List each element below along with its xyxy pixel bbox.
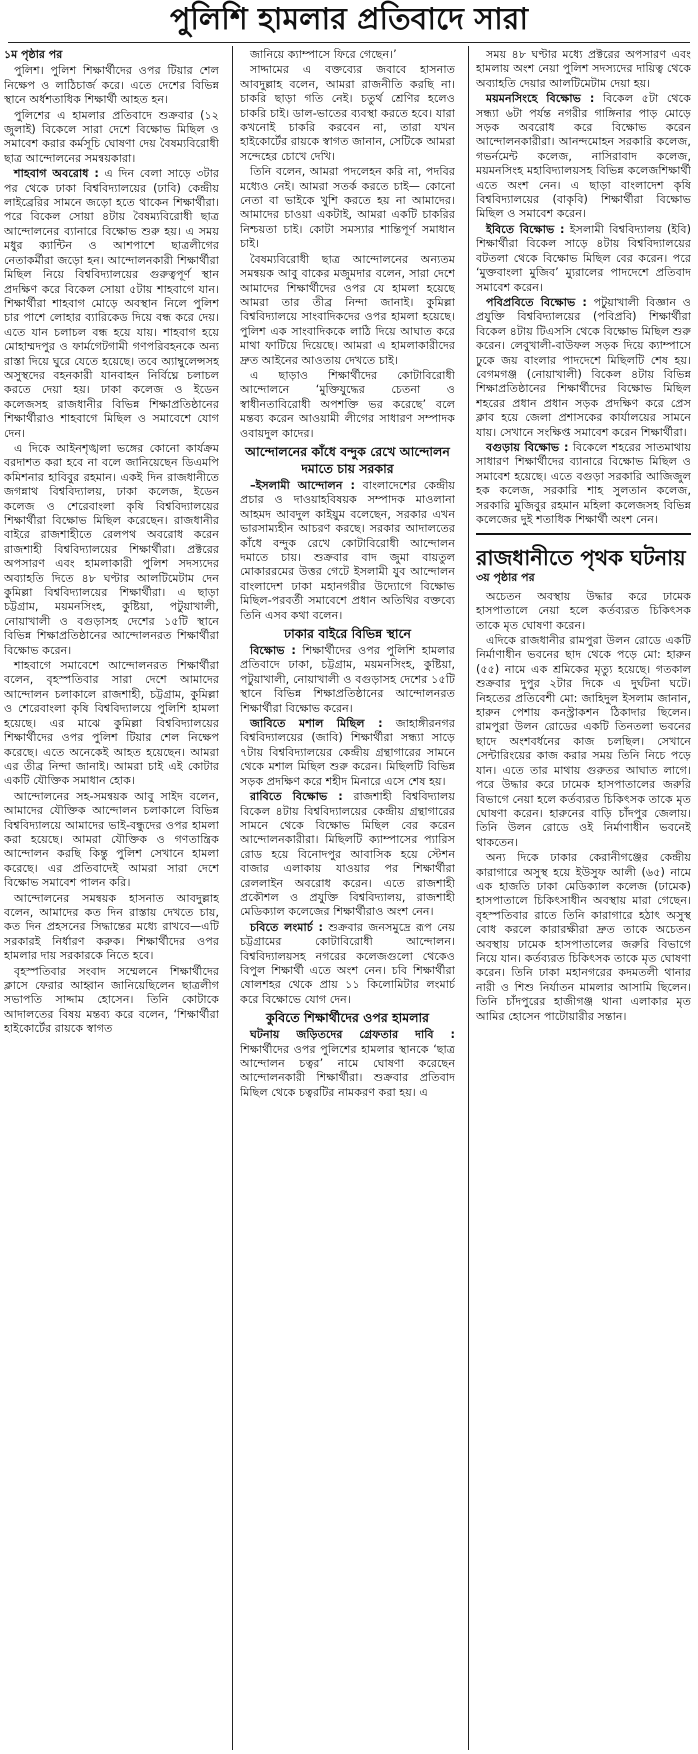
- paragraph-lead: ময়মনসিংহে বিক্ষোভ :: [486, 92, 595, 106]
- paragraph-text: বিকেলে শহরের সাতমাথায় সাধারণ শিক্ষার্থীদের ব্যানারে বিক্ষোভ মিছিল ও সমাবেশ হয়েছে। এতে বগুড়া সরকারি আজিজুল হক কলেজ, সরকারি শাহ সুলতান কলেজ, সরকারি মুজিবুর রহমান মহিলা কলেজসহ বিভিন্ন কলেজের দুই শতাধিক শিক্ষার্থী অংশ নেন।: [476, 440, 691, 526]
- paragraph: [240, 1028, 455, 1100]
- second-story-continued-label: ৩য় পৃষ্ঠার পর: [476, 571, 535, 585]
- paragraph-text: ইসলামী বিশ্ববিদ্যালয় (ইবি) শিক্ষার্থীরা বিকেল সাড়ে ৪টায় বিশ্ববিদ্যালয়ের বটতলা থেকে বিক্ষোভ মিছিল বের করেন। পরে ‘মুক্তবাংলা মুজিব’ ম্যুরালের পাদদেশে প্রতিবাদ সমাবেশ করেন।: [476, 222, 691, 294]
- paragraph-lead: পবিপ্রবিতে বিক্ষোভ :: [486, 295, 587, 309]
- paragraph: [240, 48, 455, 62]
- paragraph: [476, 92, 691, 222]
- paragraph: [240, 921, 455, 1007]
- article-column-1: [4, 48, 219, 1748]
- paragraph: [240, 165, 455, 251]
- paragraph-text: রাজশাহী বিশ্ববিদ্যালয় বিকেল ৪টায় বিশ্ববিদ্যালয়ের কেন্দ্রীয় গ্রন্থাগারের সামনে থেকে বিক্ষোভ মিছিল বের করেন আন্দোলনকারীরা। মিছিলটি ক্যাম্পাসের প্যারিস রোড হয়ে বিনোদপুর আবাসিক হয়ে স্টেশন বাজার এলাকায় যাওয়ার পর শিক্ষার্থীরা রেললাইন অবরোধ করেন। এতে রাজশাহী প্রকৌশল ও প্রযুক্তি বিশ্ববিদ্যালয়, রাজশাহী মেডিক্যাল কলেজের শিক্ষার্থীরাও অংশ নেন।: [240, 790, 455, 919]
- subheading: আন্দোলনের কাঁধে বন্দুক রেখে আন্দোলন দমাতে চায় সরকার: [245, 443, 450, 476]
- paragraph-lead: বিক্ষোভ :: [250, 644, 296, 658]
- paragraph: [476, 441, 691, 527]
- paragraph-text: এ দিকে আইনশৃঙ্খলা ভঙ্গের কোনো কার্যক্রম বরদাশত করা হবে না বলে জানিয়েছেন ডিএমপি কমিশনার হাবিবুর রহমান। একই দিন রাজধানীতে জগন্নাথ বিশ্ববিদ্যালয়, ঢাকা কলেজ, ইডেন কলেজ ও শেরেবাংলা কৃষি বিশ্ববিদ্যালয়ের শিক্ষার্থীরা বিক্ষোভ মিছিল করেছেন। রাজধানীর বাইরে রাজশাহীতে রেলপথ অবরোধ করেন রাজশাহী বিশ্ববিদ্যালয়ের শিক্ষার্থীরা। প্রক্টরের অপসারণ এবং হামলাকারী পুলিশ সদস্যদের অব্যাহতি দিতে ৪৮ ঘণ্টার আলটিমেটাম দেন কুমিল্লা বিশ্ববিদ্যালয়ের শিক্ষার্থীরা। এ ছাড়া চট্টগ্রাম, ময়মনসিংহ, কুষ্টিয়া, পটুয়াখালী, নোয়াখালী ও বগুড়াসহ দেশের ১৫টি স্থানে বিভিন্ন শিক্ষাপ্রতিষ্ঠানের আন্দোলনরত শিক্ষার্থীরা বিক্ষোভ করেন।: [4, 441, 219, 657]
- paragraph: [4, 64, 219, 107]
- paragraph-text: পুলিশের এ হামলার প্রতিবাদে শুক্রবার (১২ জুলাই) বিকেলে সারা দেশে বিক্ষোভ মিছিল ও সমাবেশ করার কর্মসূচি ঘোষণা দেয় বৈষম্যবিরোধী ছাত্র আন্দোলনের সমন্বয়কারা।: [4, 108, 219, 165]
- paragraph-text: শিক্ষার্থীদের ওপর পুলিশি হামলার প্রতিবাদে ঢাকা, চট্টগ্রাম, ময়মনসিংহ, কুষ্টিয়া, পটুয়াখালী, নোয়াখালী ও বগুড়াসহ দেশের ১৫টি স্থানে বিভিন্ন শিক্ষাপ্রতিষ্ঠানের আন্দোলনরত শিক্ষার্থীরা বিক্ষোভ করেন।: [240, 644, 455, 715]
- headline-rule: [8, 42, 690, 43]
- column-rule: [232, 46, 233, 1750]
- paragraph-text: অন্য দিকে ঢাকার কেরানীগঞ্জের কেন্দ্রীয় কারাগারে অসুস্থ হয়ে ইউসুফ আলী (৬৫) নামে এক হাজতি ঢাকা মেডিক্যাল কলেজ (ঢামেক) হাসপাতালে চিকিৎসাধীন অবস্থায় মারা গেছেন। বৃহস্পতিবার রাতে তিনি কারাগারে হঠাৎ অসুস্থ বোধ করলে কারারক্ষীরা দ্রুত তাকে অচেতন অবস্থায় ঢামেক হাসপাতালের জরুরি বিভাগে নিয়ে যান। কর্তব্যরত চিকিৎসক তাকে মৃত ঘোষণা করেন। তিনি ঢাকা মহানগরের কদমতলী থানার নারী ও শিশু নির্যাতন মামলার আসামি ছিলেন। তিনি চাঁদপুরের হাজীগঞ্জ থানা এলাকার মৃত আমির হোসেন পাটোয়ারীর সন্তান।: [476, 851, 691, 1023]
- paragraph-text: সাদ্দামের এ বক্তব্যের জবাবে হাসনাত আবদুল্লাহ বলেন, আমরা রাজনীতি করছি না। চাকরি ছাড়া গতি নেই। চতুর্থ শ্রেণির হলেও চাকরি চাই। ডাল-ভাতের ব্যবস্থা করতে হবে। যারা কখনোই চাকরি করবেন না, তারা যখন হাইকোর্টের রায়কে স্বাগত জানান, সেটিকে আমরা সন্দেহের চোখে দেখি।: [240, 63, 455, 163]
- paragraph-text: আন্দোলনের সমন্বয়ক হাসনাত আবদুল্লাহ বলেন, আমাদের কত দিন রাস্তায় দেখতে চায়, কত দিন প্রহসনের সিদ্ধান্তের মধ্যে রাখবে—এটি সরকারই নির্ধারণ করুক। শিক্ষার্থীদের ওপর হামলার দায় সরকারকে নিতে হবে।: [4, 891, 219, 963]
- paragraph: [476, 223, 691, 295]
- paragraph: [476, 48, 691, 91]
- paragraph-text: পটুয়াখালী বিজ্ঞান ও প্রযুক্তি বিশ্ববিদ্যালয়ের (পবিপ্রবি) শিক্ষার্থীরা বিকেল ৪টায় টিএসসি থেকে বিক্ষোভ মিছিল শুরু করেন। লেবুখালী-বাউফল সড়ক দিয়ে ক্যাম্পাসে ঢুকে জয় বাংলার পাদদেশে মিছিলটি শেষ হয়। বেগমগঞ্জ (নোয়াখালী) বিকেল ৪টায় বিভিন্ন শিক্ষাপ্রতিষ্ঠানের শিক্ষার্থীদের বিক্ষোভ মিছিল শহরের প্রধান প্রধান সড়ক প্রদক্ষিণ করে প্রেস ক্লাব হয়ে জেলা প্রশাসকের কার্যালয়ের সামনে যায়। সেখানে সংক্ষিপ্ত সমাবেশ করেন শিক্ষার্থীরা।: [476, 295, 691, 439]
- paragraph-lead: ঘটনায় জড়িতদের গ্রেফতার দাবি :: [250, 1028, 455, 1042]
- paragraph-lead: –ইসলামী আন্দোলন :: [250, 478, 355, 492]
- continued-label: ১ম পৃষ্ঠার পর: [4, 48, 63, 61]
- paragraph-lead: জাবিতে মশাল মিছিল :: [250, 717, 383, 731]
- paragraph-text: এ ছাড়াও শিক্ষার্থীদের কোটাবিরোধী আন্দোলনে ‘মুক্তিযুদ্ধের চেতনা ও স্বাধীনতাবিরোধী অপশক্তি ভর করেছে’ বলে মন্তব্য করেন আওয়ামী লীগের সাধারণ সম্পাদক ওবায়দুল কাদের।: [240, 368, 455, 440]
- paragraph-text: শিক্ষার্থীদের ওপর পুলিশের হামলার স্থানকে ‘ছাত্র আন্দোলন চত্বর’ নামে ঘোষণা করেছেন আন্দোলনকারী শিক্ষার্থীরা। শুক্রবার প্রতিবাদ মিছিল থেকে চত্বরটির নামকরণ করা হয়। এ: [240, 1042, 455, 1099]
- paragraph-text: আন্দোলনের সহ-সমন্বয়ক আবু সাইদ বলেন, আমাদের যৌক্তিক আন্দোলন চলাকালে বিভিন্ন বিশ্ববিদ্যালয়ে আমাদের ভাই-বন্ধুদের ওপর হামলা করা হয়েছে। আমরা যৌক্তিক ও গণতান্ত্রিক আন্দোলন করছি কিন্তু পুলিশ সেখানে হামলা করেছে। এর প্রতিবাদেই আমরা সারা দেশে বিক্ষোভ সমাবেশ পালন করি।: [4, 789, 219, 890]
- second-story-headline: রাজধানীতে পৃথক ঘটনায়: [476, 533, 691, 571]
- paragraph: [240, 479, 455, 623]
- paragraph-text: শাহবাগে সমাবেশে আন্দোলনরত শিক্ষার্থীরা বলেন, বৃহস্পতিবার সারা দেশে আমাদের আন্দোলন চলাকালে রাজশাহী, চট্টগ্রাম, কুমিল্লা ও শেরেবাংলা কৃষি বিশ্ববিদ্যালয়ে পুলিশি হামলা হয়েছে। এর মাঝে কুমিল্লা বিশ্ববিদ্যালয়ের শিক্ষার্থীদের ওপর পুলিশ টিয়ার শেল নিক্ষেপ করেছে। এতে অনেকেই আহত হয়েছেন। আমরা এর তীব্র নিন্দা জানাই। আমরা চাই এই কোটার একটি যৌক্তিক সমাধান হোক।: [4, 659, 219, 788]
- paragraph-text: এদিকে রাজধানীর রামপুরা উলন রোডে একটি নির্মাণাধীন ভবনের ছাদ থেকে পড়ে মো: হারুন (৫৫) নামে এক শ্রমিকের মৃত্যু হয়েছে। গতকাল শুক্রবার দুপুর ২টার দিকে এ দুর্ঘটনা ঘটে। নিহতের প্রতিবেশী মো: জাহিদুল ইসলাম জানান, হারুন পেশায় কনস্ট্রাকশন ঠিকাদার ছিলেন। রামপুরা উলন রোডের একটি তিনতলা ভবনের ছাদে অংশবর্ধনের কাজ চলছিল। সেখানে সেন্টারিংয়ের কাজ করার সময় তিনি নিচে পড়ে যান। এতে তার মাথায় গুরুতর আঘাত লাগে। পরে উদ্ধার করে ঢামেক হাসপাতালের জরুরি বিভাগে নেয়া হলে কর্তব্যরত চিকিৎসক তাকে মৃত ঘোষণা করেন। হারুনের বাড়ি চাঁদপুর জেলায়। তিনি উলন রোডে ওই নির্মাণাধীন ভবনেই থাকতেন।: [476, 634, 691, 849]
- paragraph: [4, 167, 219, 441]
- article-column-2: [240, 48, 455, 1748]
- paragraph-lead: চবিতে লংমার্চ :: [250, 920, 323, 934]
- paragraph: [4, 790, 219, 891]
- subheading: কুবিতে শিক্ষার্থীদের ওপর হামলার: [265, 1010, 430, 1026]
- article-column-3: [476, 48, 691, 1748]
- headline: পুলিশি হামলার প্রতিবাদে সারা: [169, 2, 529, 37]
- paragraph-text: তিনি বলেন, আমরা পদলেহন করি না, পদবির মধ্যেও নেই। আমরা সতর্ক করতে চাই— কোনো নেতা বা ভাইকে খুশি করতে হয় না আমাদের। আমাদের চাওয়া একটাই, আমরা একটি চাকরির নিশ্চয়তা চাই। কোটা সমস্যার শান্তিপূর্ণ সমাধান চাই।: [240, 165, 455, 251]
- subheading: ঢাকার বাইরে বিভিন্ন স্থানে: [284, 626, 411, 642]
- paragraph-lead: রাবিতে বিক্ষোভ :: [250, 790, 343, 804]
- paragraph: [240, 369, 455, 441]
- paragraph-text: বাংলাদেশের কেন্দ্রীয় প্রচার ও দাওয়াহবিষয়ক সম্পাদক মাওলানা আহমদ আবদুল কাইয়ুম বলেছেন, সরকার এখন ভারসাম্যহীন আচরণ করছে। সরকার আদালতের কাঁধে বন্দুক রেখে কোটাবিরোধী আন্দোলন দমাতে চায়। শুক্রবার বাদ জুমা বায়তুল মোকাররমের উত্তর গেটে ইসলামী যুব আন্দোলন বাংলাদেশ ঢাকা মহানগরীর উদ্যোগে বিক্ষোভ মিছিল-পরবর্তী সমাবেশে প্রধান অতিথির বক্তব্যে তিনি এসব কথা বলেন।: [240, 478, 455, 622]
- paragraph: [240, 63, 455, 164]
- paragraph: [476, 634, 691, 850]
- paragraph-text: পুলিশ। পুলিশ শিক্ষার্থীদের ওপর টিয়ার শেল নিক্ষেপ ও লাঠিচার্জ করে। এতে দেশের বিভিন্ন স্থানে অর্ধশতাধিক শিক্ষার্থী আহত হন।: [4, 64, 219, 107]
- paragraph: [240, 253, 455, 368]
- paragraph: [4, 892, 219, 964]
- paragraph-lead: শাহবাগ অবরোধ :: [14, 167, 99, 181]
- paragraph: [476, 296, 691, 440]
- paragraph: [4, 965, 219, 1037]
- paragraph-text: শুক্রবার জনসমুদ্রে রূপ নেয় চট্টগ্রামের কোটাবিরোধী আন্দোলন। বিশ্ববিদ্যালয়সহ নগরের কলেজগুলো থেকেও বিপুল শিক্ষার্থী এতে অংশ নেন। চবি শিক্ষার্থীরা ষোলশহর থেকে প্রায় ১১ কিলোমিটার লংমার্চ করে বিক্ষোভে যোগ দেন।: [240, 920, 455, 1006]
- paragraph-text: জানিয়ে ক্যাম্পাসে ফিরে গেছেন।’: [250, 48, 397, 61]
- column-rule: [468, 46, 469, 1750]
- paragraph: [240, 644, 455, 716]
- paragraph-text: সময় ৪৮ ঘণ্টার মধ্যে প্রক্টরের অপসারণ এবং হামলায় অংশ নেয়া পুলিশ সদস্যদের দায়িত্ব থেকে অব্যাহতি দেয়ার আলটিমেটাম দেয়া হয়।: [476, 48, 691, 90]
- paragraph: [240, 717, 455, 789]
- paragraph: [240, 790, 455, 920]
- paragraph-text: বৈষম্যবিরোধী ছাত্র আন্দোলনের অন্যতম সমন্বয়ক আবু বাকের মজুমদার বলেন, সারা দেশে আমাদের শিক্ষার্থীদের ওপর যে হামলা হয়েছে আমরা তার তীব্র নিন্দা জানাই। কুমিল্লা বিশ্ববিদ্যালয়ে সাংবাদিকদের ওপর হামলা হয়েছে। পুলিশ এক সাংবাদিককে লাঠি দিয়ে আঘাত করে মাথা ফাটিয়ে দিয়েছে। আমরা এ হামলাকারীদের দ্রুত আইনের আওতায় দেখতে চাই।: [240, 252, 455, 367]
- paragraph-lead: বগুড়ায় বিক্ষোভ :: [486, 440, 569, 454]
- paragraph-text: অচেতন অবস্থায় উদ্ধার করে ঢামেক হাসপাতালে নেয়া হলে কর্তব্যরত চিকিৎসক তাকে মৃত ঘোষণা করেন।: [476, 589, 691, 632]
- paragraph: [4, 659, 219, 789]
- paragraph: [476, 851, 691, 1024]
- paragraph: [4, 442, 219, 658]
- paragraph: [4, 109, 219, 167]
- paragraph-text: বিকেল ৫টা থেকে সন্ধ্যা ৬টা পর্যন্ত নগরীর গাঙ্গিনার পাড় মোড়ে সড়ক অবরোধ করে বিক্ষোভ করেন আন্দোলনকারীরা। আনন্দমোহন সরকারি কলেজ, গভর্নমেন্ট কলেজ, নাসিরাবাদ কলেজ, ময়মনসিংহ মহাবিদ্যালয়সহ বিভিন্ন কলেজশিক্ষার্থী এতে অংশ নেন। এ ছাড়া বাংলাদেশ কৃষি বিশ্ববিদ্যালয়ের (বাকৃবি) শিক্ষার্থীরা বিক্ষোভ মিছিল ও সমাবেশ করেন।: [476, 92, 691, 221]
- paragraph-lead: ইবিতে বিক্ষোভ :: [486, 222, 565, 236]
- paragraph-text: এ দিন বেলা সাড়ে ৩টার পর থেকে ঢাকা বিশ্ববিদ্যালয়ের (ঢাবি) কেন্দ্রীয় লাইব্রেরির সামনে জড়ো হতে থাকেন শিক্ষার্থীরা। পরে বিকেল সোয়া ৪টায় বৈষম্যবিরোধী ছাত্র আন্দোলনের ব্যানারে বিক্ষোভ শুরু হয়। এ সময় মধুর ক্যান্টিন ও আশপাশে ছাত্রলীগের নেতাকর্মীরা জড়ো হন। আন্দোলনকারী শিক্ষার্থীরা মিছিল নিয়ে বিশ্ববিদ্যালয়ের গুরুত্বপূর্ণ স্থান প্রদক্ষিণ করে বিকেল সোয়া ৫টায় শাহবাগে যান। শিক্ষার্থীরা শাহবাগ মোড়ে অবস্থান নিলে পুলিশ চার পাশে লোহার ব্যারিকেড দিয়ে বন্ধ করে দেয়। এতে যান চলাচল বন্ধ হয়ে যায়। শাহবাগ হয়ে মোহাম্মদপুর ও ফার্মগেটগামী গণপরিবহনকে অন্য রাস্তা দিয়ে ঘুরে যেতে হয়েছে। তবে অ্যাম্বুলেন্সসহ অসুস্থদের বহনকারী যানবাহন নির্বিঘ্নে চলাচল করতে দেয়া হয়। ঢাকা কলেজ ও ইডেন কলেজসহ রাজধানীর বিভিন্ন শিক্ষাপ্রতিষ্ঠানের শিক্ষার্থীরাও শাহবাগে মিছিল ও সমাবেশে যোগ দেন।: [4, 167, 219, 440]
- paragraph-text: বৃহস্পতিবার সংবাদ সম্মেলনে শিক্ষার্থীদের ক্লাসে ফেরার আহ্বান জানিয়েছিলেন ছাত্রলীগ সভাপতি সাদ্দাম হোসেন। তিনি কোটাকে আদালতের বিষয় মন্তব্য করে বলেন, ‘শিক্ষার্থীরা হাইকোর্টের রায়কে স্বাগত: [4, 964, 219, 1036]
- paragraph-text: জাহাঙ্গীরনগর বিশ্ববিদ্যালয়ের (জাবি) শিক্ষার্থীরা সন্ধ্যা সাড়ে ৭টায় বিশ্ববিদ্যালয়ের কেন্দ্রীয় গ্রন্থাগারের সামনে থেকে মশাল মিছিল শুরু করেন। মিছিলটি বিভিন্ন সড়ক প্রদক্ষিণ করে শহীদ মিনারে এসে শেষ হয়।: [240, 717, 455, 788]
- paragraph: [476, 590, 691, 633]
